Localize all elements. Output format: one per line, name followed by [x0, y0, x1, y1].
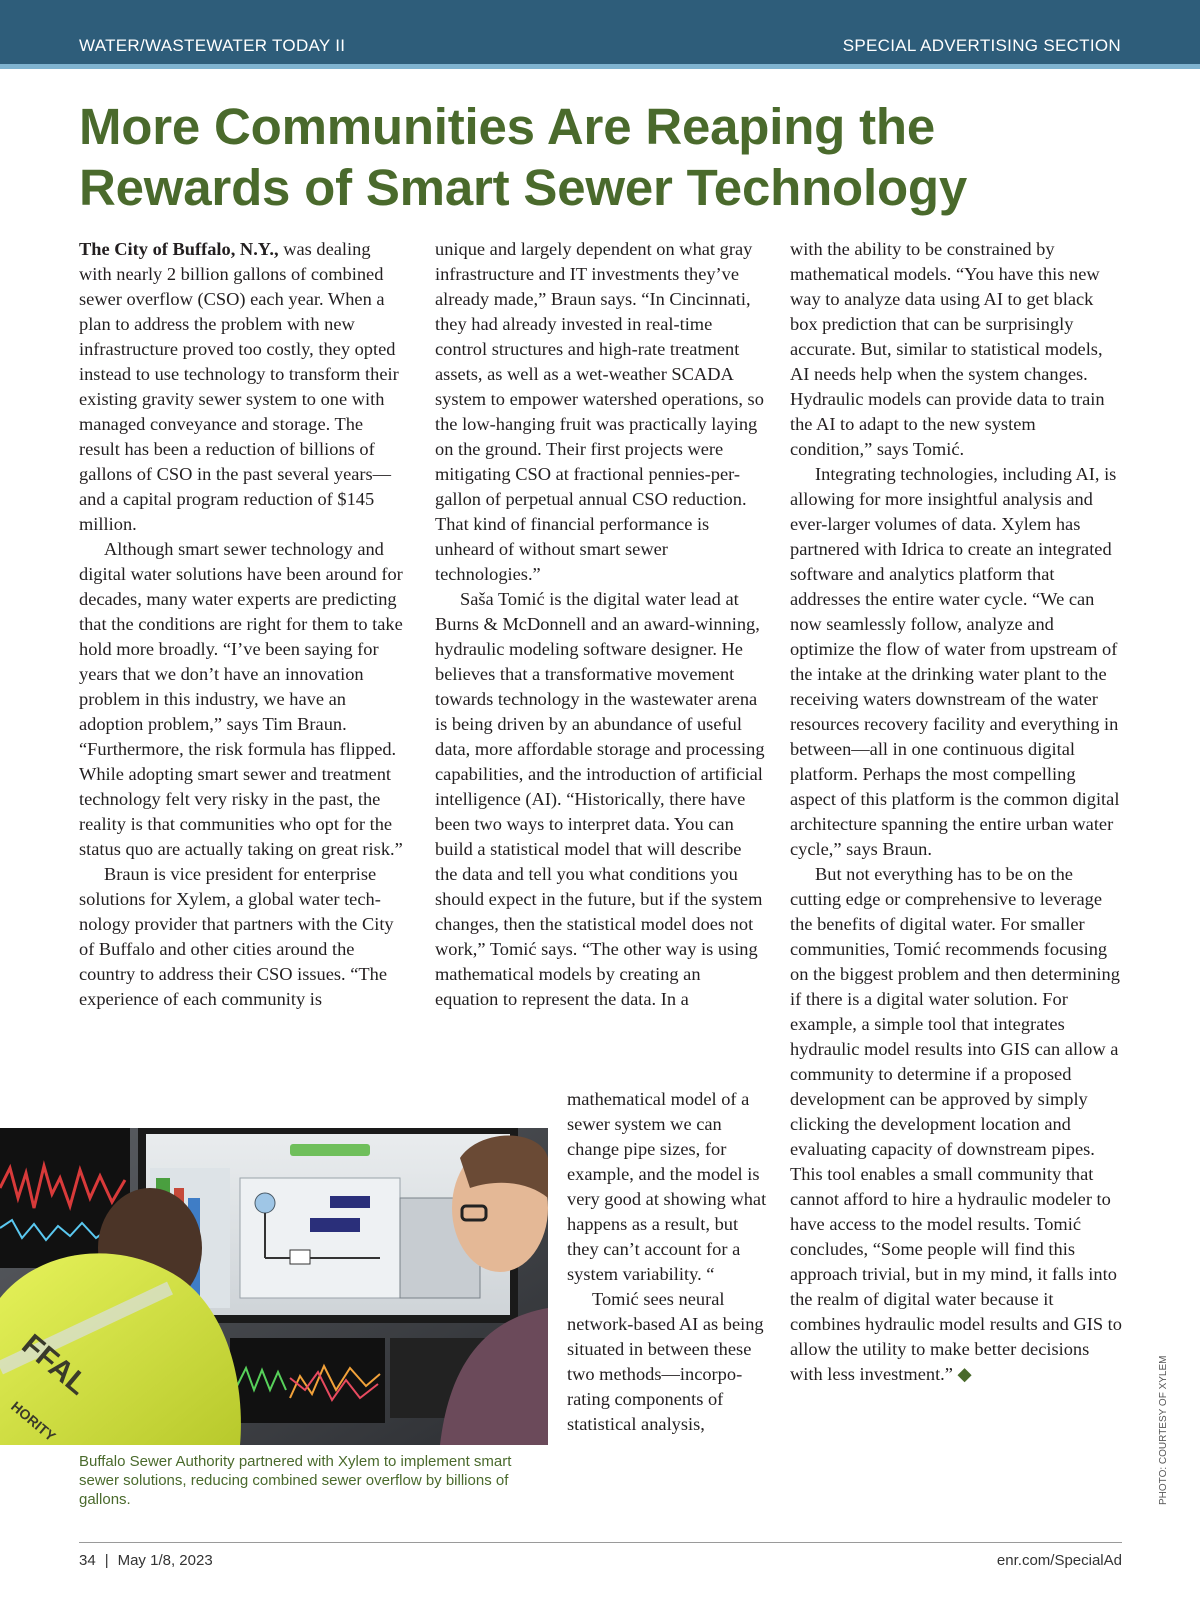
article-column-2 [435, 237, 767, 1012]
vest-text: HORITY [8, 1398, 59, 1445]
header-rule [0, 64, 1200, 69]
paragraph: mathematical model of a sewer system we can change pipe sizes, for example, and the model is very good at showing what happens as a result, but they can’t account for a system variability. “ [567, 1089, 767, 1284]
vest-text: FFAL [15, 1328, 95, 1402]
footer-page-info [79, 1552, 213, 1569]
page-number: 34 [79, 1552, 96, 1569]
paragraph: Although smart sewer technology and digital water solutions have been around for decades, many water experts are predicting that the conditions are right for them to take hold more broadly. “I’ve been saying for years that we don’t have an innovation problem in this industry, we have an adoption problem,” says Tim Braun. “Furthermore, the risk formula has flipped. While adopting smart sewer and treatment technology felt very risky in the past, the reality is that communities who opt for the status quo are actually taking on great risk.” [79, 539, 403, 859]
advertising-label: SPECIAL ADVERTISING SECTION [842, 36, 1121, 55]
end-mark: ◆ [952, 1364, 972, 1384]
control-room-illustration [0, 1128, 548, 1445]
paragraph: Integrating technologies, including AI, is allowing for more insightful analysis and ever-larger volumes of data. Xylem has partnered with Idrica to create an integrated software and analytics platform that addresses the entire water cycle. “We can now seamlessly follow, analyze and optimize the flow of water from upstream of the intake at the drinking water plant to the receiving waters downstream of the water resources recovery facility and everything in between—all in one continuous digital platform. Perhaps the most compelling aspect of this platform is the common digital architecture spanning the entire urban water cycle,” says Braun. [790, 464, 1120, 859]
article-headline [79, 96, 1159, 218]
paragraph-text: But not everything has to be on the cutting edge or comprehensive to leverage the benefits of digital water. For smaller communities, Tomić recommends focusing on the biggest problem and then determining if there is a digital water solution. For example, a simple tool that integrates hydraulic model results into GIS can allow a community to determine if a proposed development can be approved by simply clicking the development location and evaluating capacity of downstream pipes. This tool enables a small community that cannot afford to hire a hydraulic modeler to have access to the model results. Tomić concludes, “Some people will find this approach trivial, but in my mind, it falls into the realm of digital water because it combines hydraulic model results and GIS to allow the utility to make better decisions with less investment.” [790, 864, 1122, 1384]
headline-line-1: More Communities Are Reaping the [79, 98, 935, 155]
paragraph: with the ability to be constrained by mathematical models. “You have this new way to analyze data using AI to get black box prediction that can be surprisingly accurate. But, similar to statistical models, AI needs help when the system changes. Hydraulic models can provide data to train the AI to adapt to the new system condition,” says Tomić. [790, 239, 1105, 459]
photo-credit: PHOTO: COURTESY OF XYLEM [1158, 1355, 1169, 1505]
paragraph: unique and largely dependent on what gray infrastructure and IT investments they’ve already made,” Braun says. “In Cincinnati, they had already invested in real-time control structures and high-rate treatment assets, as well as a wet-weather SCADA system to empower watershed operations, so the low-hanging fruit was practically laying on the ground. Their first projects were mitigating CSO at fractional pennies-per-gallon of perpetual annual CSO reduction. That kind of financial performance is unheard of without smart sewer technologies.” [435, 239, 764, 584]
paragraph [79, 237, 407, 537]
photo-caption: Buffalo Sewer Authority partnered with Xylem to implement smart sewer solutions, reducing combined sewer overflow by billions of gallons. [79, 1453, 512, 1508]
footer-url: enr.com/SpecialAd [996, 1552, 1122, 1569]
article-column-1 [79, 237, 407, 1012]
paragraph [790, 862, 1122, 1387]
issue-date: May 1/8, 2023 [117, 1552, 213, 1569]
lead-in: The City of Buffalo, N.Y., [79, 239, 279, 259]
article-column-2-wrap [567, 1087, 769, 1437]
paragraph: Braun is vice president for enterprise solutions for Xylem, a global water technology provider that partners with the City of Buffalo and other cities around the country to address their CSO issues. “The experience of each community is [79, 864, 394, 1009]
footer-separator: | [104, 1552, 109, 1569]
article-column-3 [790, 237, 1122, 1387]
paragraph: Tomić sees neural network-based AI as being situated in between these two methods—incorporating components of statistical analysis, [567, 1289, 764, 1434]
article-photo [0, 1128, 548, 1445]
footer-rule [79, 1542, 1122, 1543]
paragraph: Saša Tomić is the digital water lead at Burns & McDonnell and an award-winning, hydraulic modeling software designer. He believes that a transformative movement towards technology in the wastewater arena is being driven by an abundance of useful data, more affordable storage and processing capabilities, and the introduction of artificial intelligence (AI). “Historically, there have been two ways to interpret data. You can build a statistical model that will describe the data and tell you what conditions you should expect in the future, but if the system changes, then the statistical model does not work,” Tomić says. “The other way is using mathematical models by creating an equation to represent the data. In a [435, 589, 765, 1009]
section-header-bar [0, 0, 1200, 64]
headline-line-2: Rewards of Smart Sewer Technology [79, 159, 968, 216]
section-label: WATER/WASTEWATER TODAY II [79, 36, 346, 55]
paragraph-text: was dealing with nearly 2 billion gallons of combined sewer overflow (CSO) each year. When a plan to address the problem with new infrastructure proved too costly, they opted instead to use technology to transform their existing gravity sewer system to one with managed conveyance and storage. The result has been a reduction of billions of gallons of CSO in the past several years—and a capital program reduction of $145 million. [79, 239, 399, 534]
